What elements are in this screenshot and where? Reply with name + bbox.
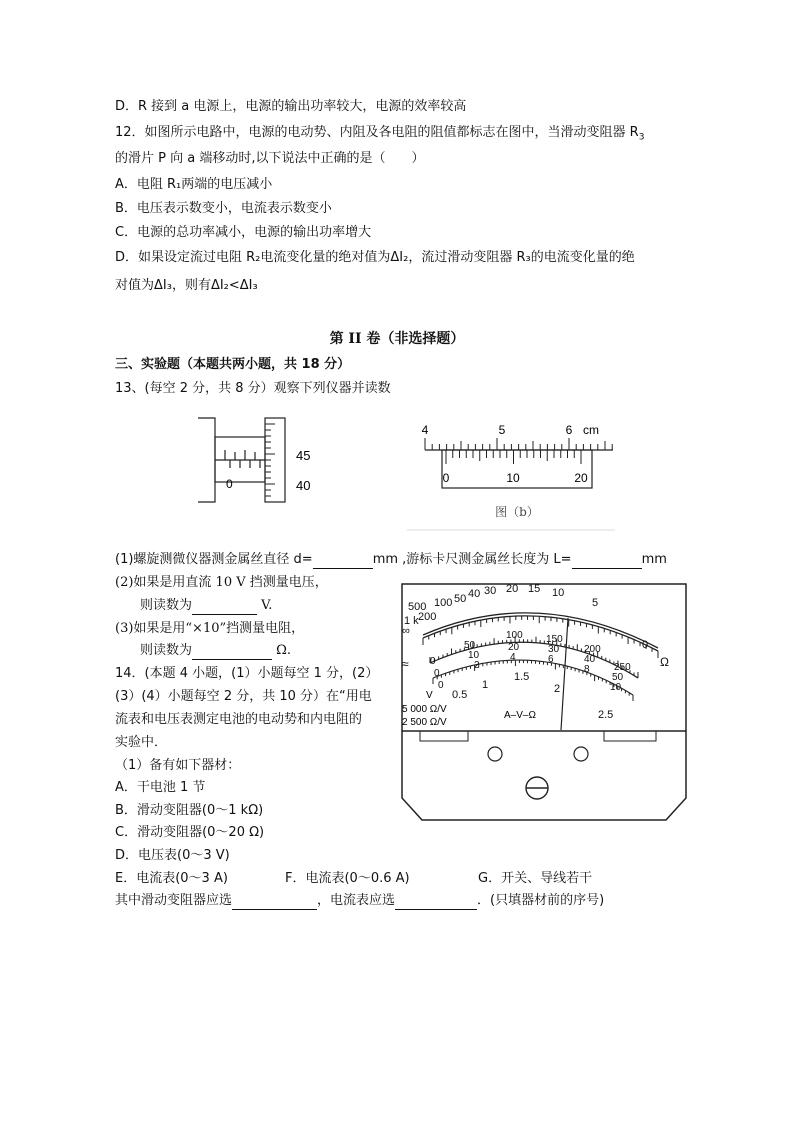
zero-label-3: 0 [438,680,444,691]
dc-low-4: 4 [510,652,516,663]
dc-symbol: V [426,690,433,701]
sensitivity-5000: 5 000 Ω/V [402,704,447,715]
q14-item-g: G．开关、导线若干 [478,871,593,886]
ohm-label-20: 20 [506,583,519,595]
caliper-caption: 图（b） [495,505,539,519]
q14-item-a: A．干电池 1 节 [115,780,206,795]
q12-stem-line2: 的滑片 P 向 a 端移动时,以下说法中正确的是（ ） [115,151,425,166]
ohm-label-10: 10 [552,587,565,599]
answer-blank-resistance[interactable] [192,645,272,660]
q12-stem-sub: 3 [638,132,645,143]
q12-stem-line1: 12．如图所示电路中，电源的电动势、内阻及各电阻的阻值都标志在图中，当滑动变阻器 $R_3$ [115,125,645,143]
q14-item-c: C．滑动变阻器(0～20 Ω) [115,825,265,840]
ac-label-1.5: 1.5 [514,671,530,683]
ac-label-2.5: 2.5 [598,709,614,721]
dc-label-50: 50 [464,640,476,651]
ohm-label-5: 5 [592,597,599,609]
q12-option-c: C．电源的总功率减小，电源的输出功率增大 [115,225,372,240]
q14-item-f: F．电流表(0～0.6 A) [285,871,410,886]
q14-fill-line: 其中滑动变阻器应选 ，电流表应选 ．(只填器材前的序号) [115,893,605,908]
meter-center-label: A–V–Ω [504,710,536,721]
ac-tilde-symbol: ≈ [402,657,409,671]
dc-mid-50: 50 [612,672,624,683]
micrometer-figure [190,410,330,510]
q12-option-b: B．电压表示数变小，电流表示数变小 [115,201,332,216]
ac-label-1: 1 [482,679,489,691]
dc-mid-30: 30 [548,644,560,655]
q11-option-d: D．R 接到 a 电源上，电源的输出功率较大，电源的效率较高 [115,99,467,114]
ohm-label-0: 0 [642,639,649,651]
ohm-label-40: 40 [468,588,481,600]
ohm-label-30: 30 [484,585,497,597]
multimeter-figure [398,580,690,825]
caliper-vernier-0: 0 [442,471,450,485]
answer-blank-d[interactable] [313,554,373,569]
q14-line3: 流表和电压表测定电池的电动势和内电阻的 [115,712,363,727]
ohm-label-200: 200 [418,611,437,623]
q14-item-e: E．电流表(0～3 A) [115,871,228,886]
q14-item-d: D．电压表(0～3 V) [115,848,230,863]
q13-sub3-line2: 则读数为 Ω. [140,643,292,658]
vernier-caliper-figure [405,418,620,533]
dc-mid-10: 10 [468,650,480,661]
q14-line1: 14．(本题 4 小题，(1）小题每空 1 分，(2） [115,666,379,681]
micrometer-45: 45 [296,448,311,463]
caliper-vernier-10: 10 [506,471,520,485]
q13-sub1: (1)螺旋测微仪器测金属丝直径 d= mm ,游标卡尺测金属丝长度为 L= mm [115,552,667,567]
dc-mid-20: 20 [508,642,520,653]
q12-option-d-line2: 对值为ΔI₃，则有ΔI₂<ΔI₃ [115,278,258,293]
ohm-label-500: 500 [408,601,427,613]
q14-sub1: （1）备有如下器材： [115,758,241,773]
q13-sub3-line1: (3)如果是用“×10”挡测量电阻， [115,621,305,636]
q14-line4: 实验中． [115,735,168,750]
answer-blank-ammeter[interactable] [395,895,477,910]
q13-stem: 13、(每空 2 分，共 8 分）观察下列仪器并读数 [115,381,391,396]
ohm-unit: Ω [660,655,669,669]
dc-low-8: 8 [584,664,590,675]
caliper-vernier-20: 20 [574,471,588,485]
dc-label-100: 100 [506,630,523,641]
dc-label-150: 150 [546,634,563,645]
ohm-label-100: 100 [434,597,453,609]
ac-label-0.5: 0.5 [452,689,468,701]
q12-option-a: A．电阻 R₁两端的电压减小 [115,177,273,192]
adjust-screw-left [488,747,502,761]
q12-option-d-line1: D．如果设定流过电阻 R₂电流变化量的绝对值为ΔI₂，流过滑动变阻器 R₃的电流变化量的绝 [115,250,635,265]
caliper-main-5: 5 [498,423,506,437]
ohm-label-inf: ∞ [402,625,410,637]
dc-low-6: 6 [548,654,554,665]
caliper-main-4: 4 [421,423,429,437]
ohm-label-1k: 1 k [404,615,419,627]
dc-label-250: 250 [614,662,631,673]
caliper-unit: cm [583,423,599,437]
zero-label-1: 0 [430,656,436,667]
part2-title: 第 II 卷（非选择题） [329,331,465,347]
answer-blank-rheostat[interactable] [232,895,317,910]
section3-heading: 三、实验题（本题共两小题，共 18 分） [115,357,351,372]
sensitivity-2500: 2 500 Ω/V [402,717,447,728]
dc-mid-40: 40 [584,654,596,665]
dc-low-2: 2 [474,660,480,671]
micrometer-40: 40 [296,478,311,493]
dc-low-10: 10 [610,682,622,693]
q14-line2: (3）(4）小题每空 2 分，共 10 分）在“用电 [115,689,372,704]
answer-blank-voltage[interactable] [192,600,257,615]
q13-sub2-line1: (2)如果是用直流 10 V 挡测量电压， [115,575,328,590]
micrometer-zero: 0 [226,477,233,491]
ohm-label-15: 15 [528,583,541,595]
ac-label-2: 2 [554,683,561,695]
caliper-main-6: 6 [565,423,573,437]
q14-item-b: B．滑动变阻器(0～1 kΩ) [115,803,264,818]
zero-label-2: 0 [434,668,440,679]
adjust-screw-right [574,747,588,761]
q13-sub2-line2: 则读数为 V. [140,598,273,613]
dc-label-200: 200 [584,644,601,655]
answer-blank-l[interactable] [572,554,642,569]
ohm-label-50: 50 [454,593,467,605]
